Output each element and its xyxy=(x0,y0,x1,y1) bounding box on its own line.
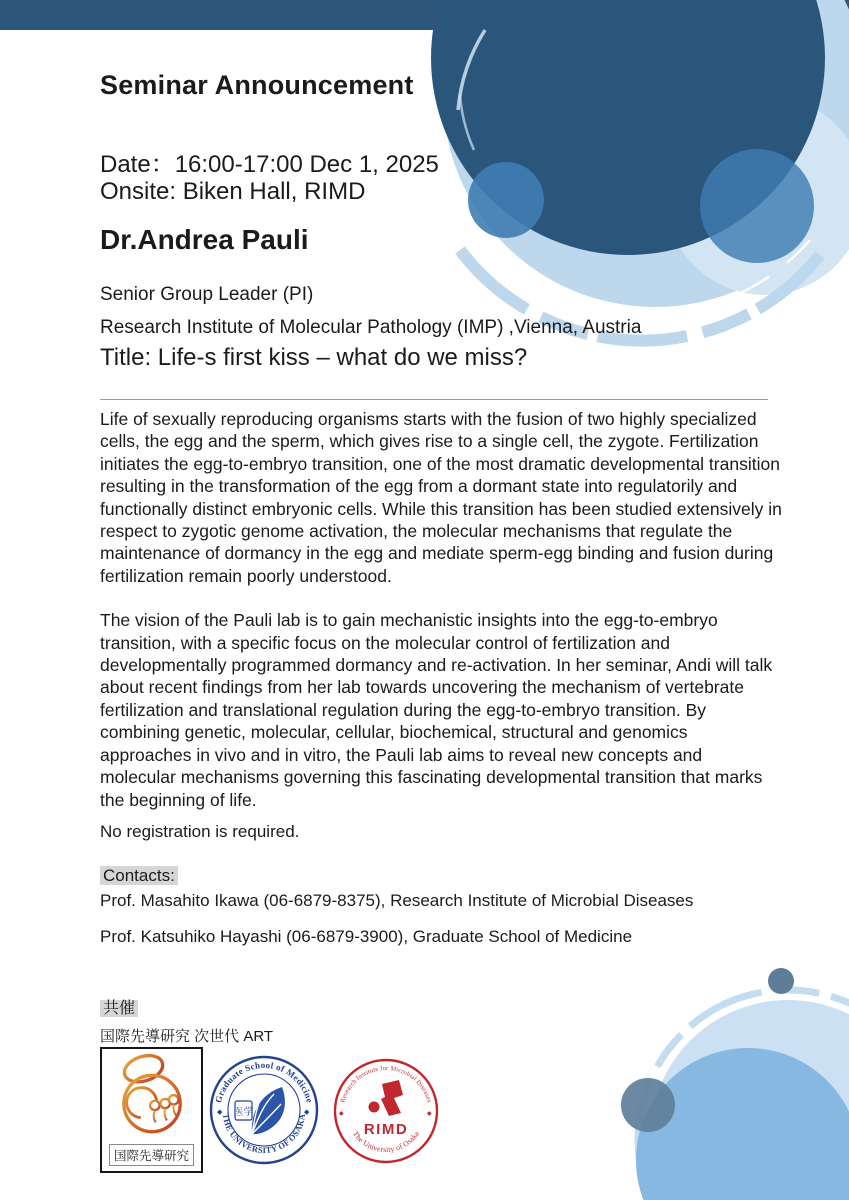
contacts-section xyxy=(100,865,782,948)
page-title: Seminar Announcement xyxy=(100,70,414,100)
seal-diamond-right: ◆ xyxy=(427,1111,432,1117)
rimd-ring-bottom-text: The University of Osaka xyxy=(351,1129,421,1155)
egg-sperm-logo-art xyxy=(105,1052,199,1140)
logo-row xyxy=(100,1047,440,1173)
rimd-seal-logo xyxy=(332,1057,440,1165)
med-kanji-text: 医学 xyxy=(233,1107,254,1118)
cohost-heading: 共催 xyxy=(100,1000,138,1017)
seal-diamond-left: ◆ xyxy=(217,1109,223,1116)
brush-medium-circle-right xyxy=(700,149,814,263)
rimd-acronym-text: RIMD xyxy=(363,1121,409,1138)
registration-note: No registration is required. xyxy=(100,821,300,841)
brush-medium-circle-left xyxy=(468,162,544,238)
divider-line xyxy=(100,399,768,400)
abstract-paragraph-2: The vision of the Pauli lab is to gain mechanistic insights into the egg-to-embryo transition, with a specific focus on the molecular control of fertilization and developmentally programmed dormancy and re-activation. In her seminar, Andi will talk about recent findings from her lab towards uncovering the mechanism of vertebrate fertilization and translational regulation during the egg-to-embryo transition. By combining genetic, molecular, cellular, biochemical, structural and genomics approaches in vivo and in vitro, the Pauli lab aims to reveal new concepts and molecular mechanisms governing this fascinating developmental transition that marks the beginning of life. xyxy=(100,610,773,810)
med-school-seal-logo xyxy=(208,1054,320,1166)
speaker-role: Senior Group Leader (PI) xyxy=(100,284,314,305)
speaker-affiliation: Research Institute of Molecular Pathology (IMP) ,Vienna, Austria xyxy=(100,317,642,338)
seal-diamond-left: ◆ xyxy=(339,1111,344,1117)
contact-entry: Prof. Masahito Ikawa (06-6879-8375), Research Institute of Microbial Diseases xyxy=(100,891,694,911)
abstract-section xyxy=(100,408,782,948)
kokusai-logo-label: 国際先導研究 xyxy=(109,1144,194,1166)
cohost-section xyxy=(100,995,273,1046)
speaker-name: Dr.Andrea Pauli xyxy=(100,224,309,255)
brush-dot-small xyxy=(768,968,794,994)
event-location: Onsite: Biken Hall, RIMD xyxy=(100,178,366,205)
med-seal-ring-top-text: Graduate School of Medicine xyxy=(213,1059,315,1104)
bottom-right-brush-decoration xyxy=(540,940,849,1200)
contact-entry: Prof. Katsuhiko Hayashi (06-6879-3900), Graduate School of Medicine xyxy=(100,927,633,947)
rimd-glyph-dot xyxy=(369,1102,380,1113)
med-seal-ring-bottom-text: THE UNIVERSITY OF OSAKA xyxy=(220,1113,308,1156)
cohost-program: 国際先導研究 次世代 ART xyxy=(100,1028,274,1045)
abstract-paragraph-1: Life of sexually reproducing organisms starts with the fusion of two highly specialized cells, the egg and the sperm, which gives rise to a single cell, the zygote. Fertilization initiates the egg-to-embryo transition, one of the most dramatic developmental transition resulting in the transformation of the egg from a dormant state into regulatorily and functionally distinct embryonic cells. While this transition has been studied extensively in respect to zygotic genome activation, the molecular mechanisms that regulate the maintenance of dormancy in the egg and mediate sperm-egg binding and fusion during fertilization remain poorly understood. xyxy=(100,409,782,586)
kokusai-sendo-logo xyxy=(100,1047,203,1173)
brush-dot-large xyxy=(621,1078,675,1132)
talk-title: Title: Life-s first kiss – what do we miss? xyxy=(100,344,528,371)
top-right-brush-decoration xyxy=(390,0,849,348)
contacts-heading: Contacts: xyxy=(100,866,178,885)
event-date: Date：16:00-17:00 Dec 1, 2025 xyxy=(100,151,439,178)
seal-diamond-right: ◆ xyxy=(304,1109,310,1116)
rimd-ring-top-text: Research Institute for Microbial Diseases xyxy=(339,1064,433,1104)
